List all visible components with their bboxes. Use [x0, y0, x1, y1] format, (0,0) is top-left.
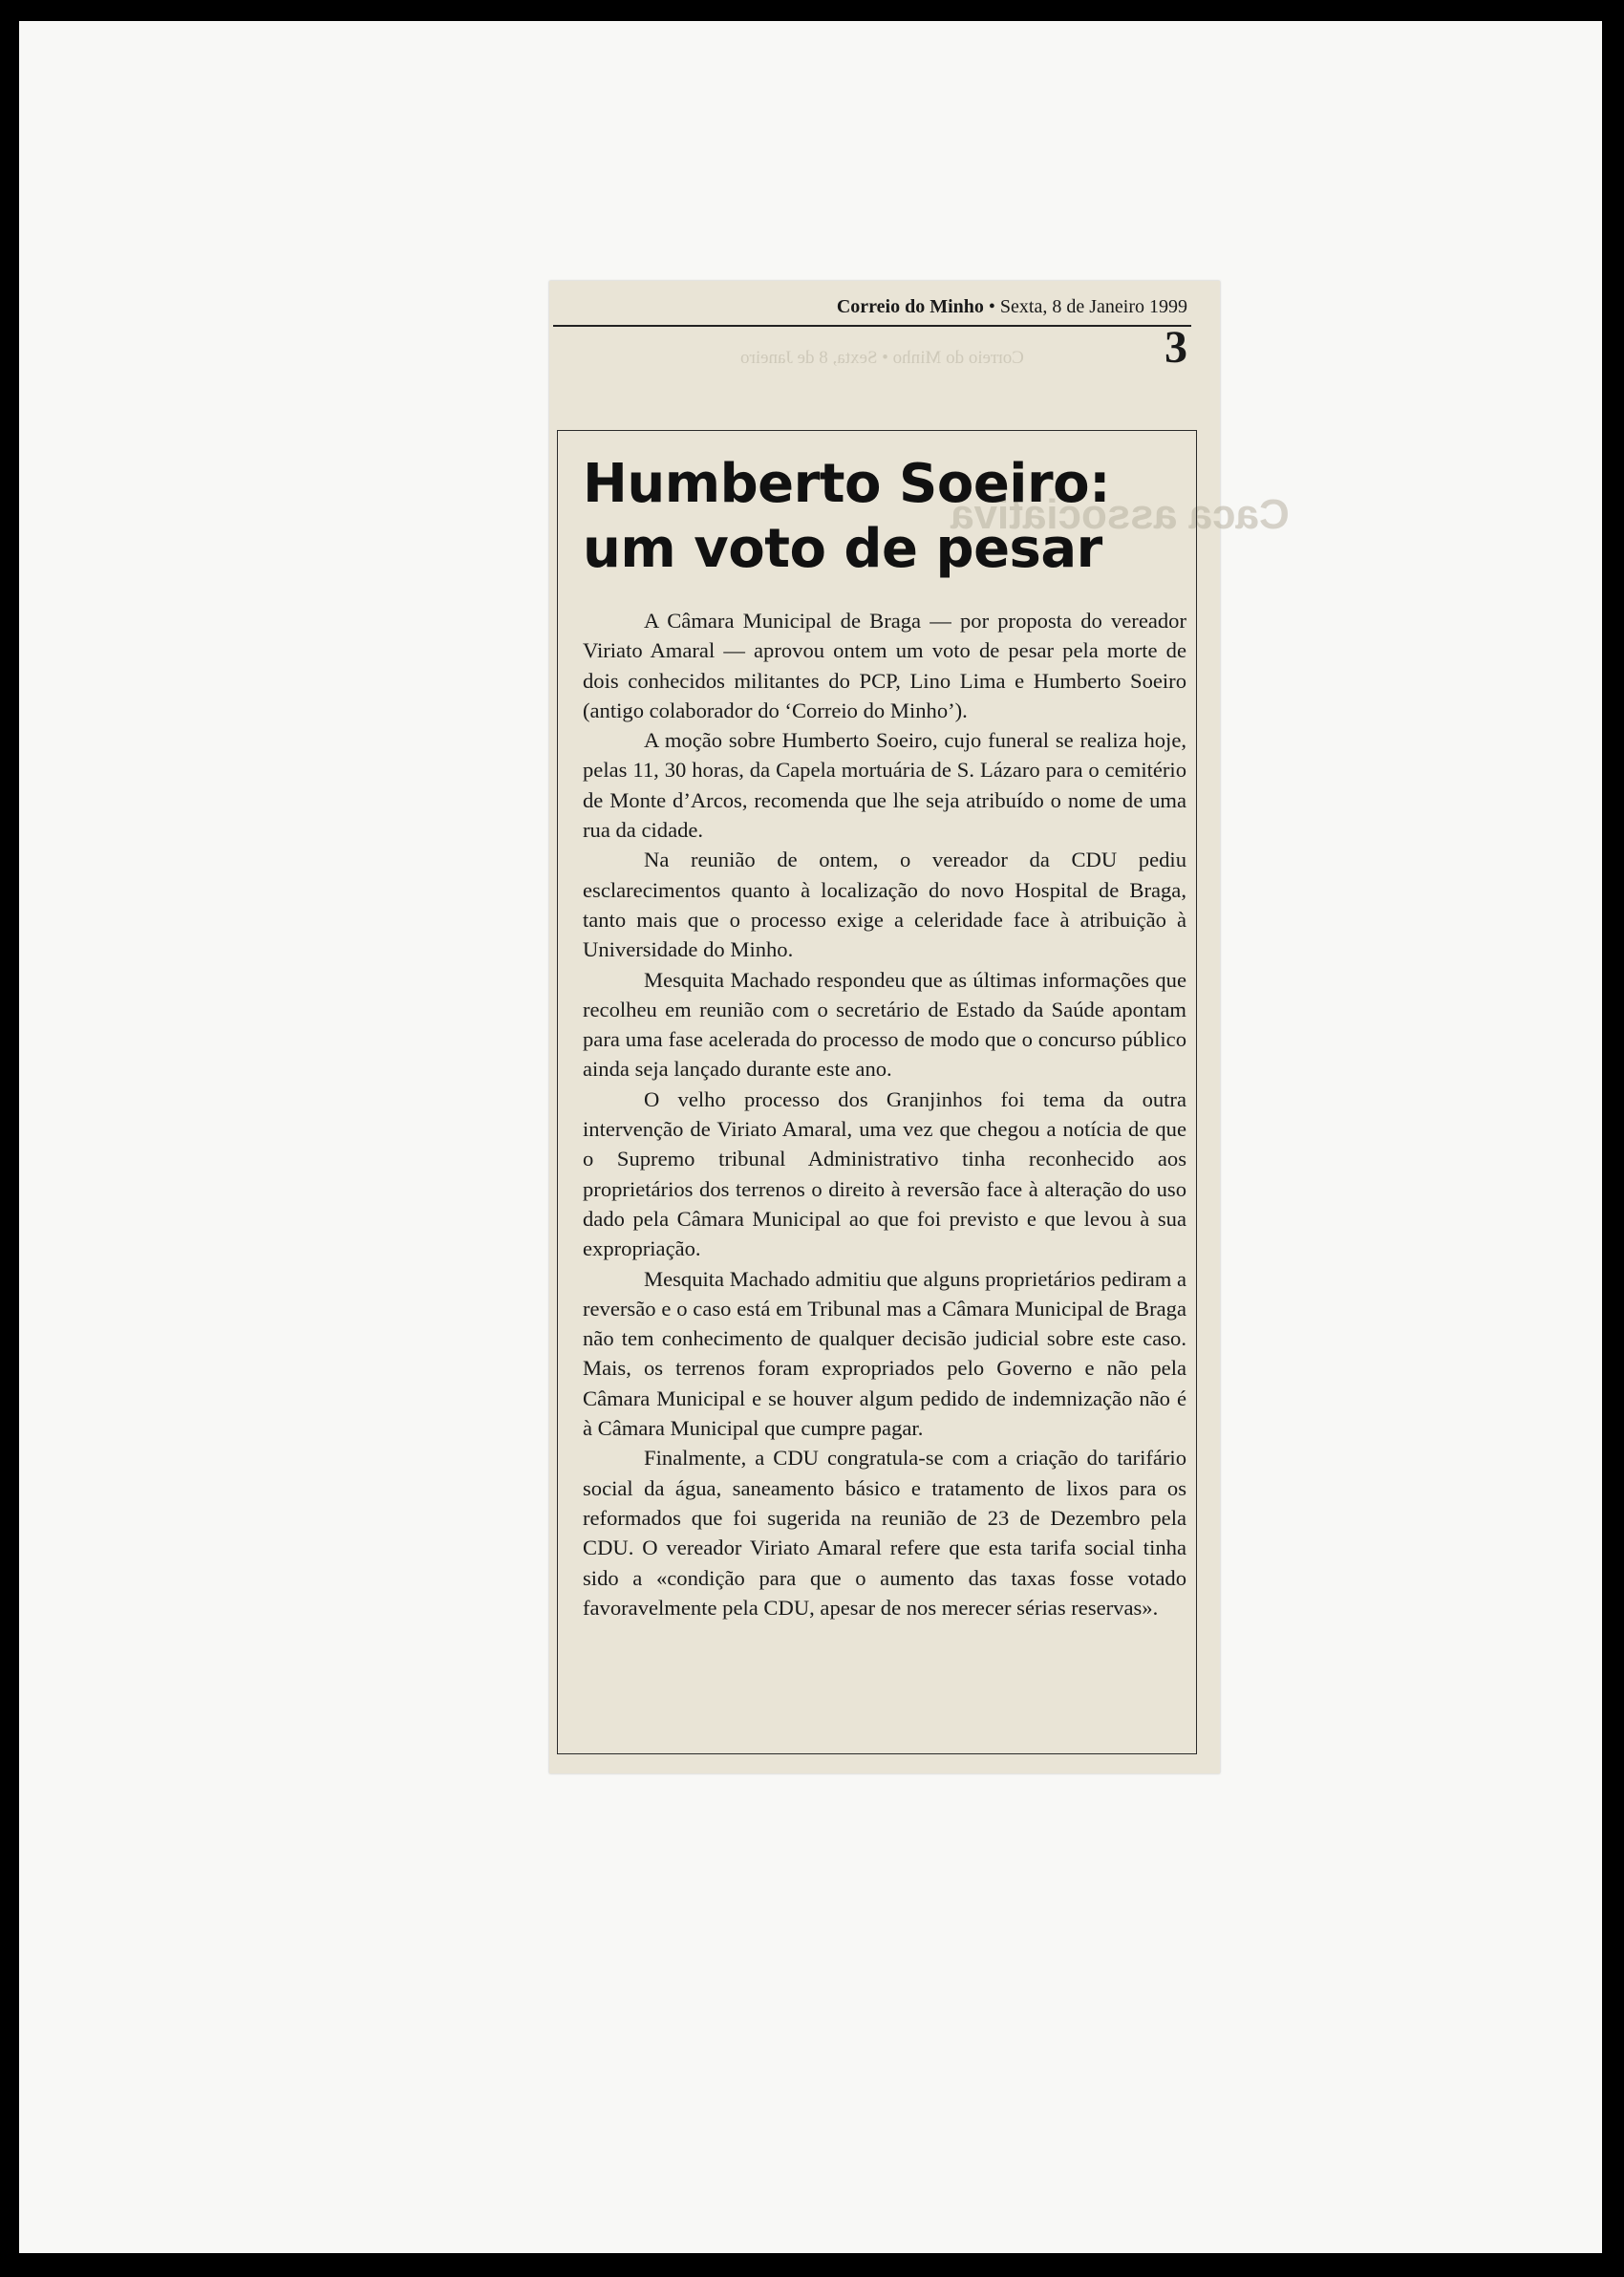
page-number: 3	[1165, 322, 1187, 373]
newspaper-clipping	[549, 281, 1290, 1773]
paragraph-5: O velho processo dos Granjinhos foi tema da outra intervenção de Viriato Amaral, uma vez que chegou a notícia de que o Supremo tribunal Administrativo tinha reconhecido aos proprietários dos terrenos o direito à reversão face à alteração do uso dado pela Câmara Municipal ao que foi previsto e que levou à sua expropriação.	[583, 1086, 1186, 1261]
scan-sheet	[19, 21, 1602, 2253]
paragraph-2: A moção sobre Humberto Soeiro, cujo funeral se realiza hoje, pelas 11, 30 horas, da Capela mortuária de S. Lázaro para o cemitério de Monte d’Arcos, recomenda que lhe seja atribuído o nome de uma rua da cidade.	[583, 728, 1186, 843]
paragraph-4: Mesquita Machado respondeu que as últimas informações que recolheu em reunião com o secretário de Estado da Saúde apontam para uma fase acelerada do processo de modo que o concurso público ainda seja lançado durante este ano.	[583, 967, 1186, 1082]
masthead-rule	[553, 325, 1191, 327]
paragraph-1: A Câmara Municipal de Braga — por proposta do vereador Viriato Amaral — aprovou ontem um voto de pesar pela morte de dois conhecidos militantes do PCP, Lino Lima e Humberto Soeiro (antigo colaborador do ‘Correio do Minho’).	[583, 609, 1186, 722]
article-headline	[583, 452, 1110, 582]
headline-line-1: Humberto Soeiro:	[583, 453, 1110, 515]
show-through-headline: Caca associativa	[951, 491, 1290, 538]
paragraph-7: Finalmente, a CDU congratula-se com a criação do tarifário social da água, saneamento básico e tratamento de lixos para os reformados que foi sugerida na reunião de 23 de Dezembro pela CDU. O vereador Viriato Amaral refere que esta tarifa social tinha sido a «condição para que o aumento das taxas fosse votado favoravelmente pela CDU, apesar de nos merecer sérias reservas».	[583, 1446, 1186, 1620]
issue-date: Sexta, 8 de Janeiro 1999	[999, 296, 1187, 317]
newspaper-name: Correio do Minho	[836, 296, 984, 317]
headline-line-2: um voto de pesar	[583, 518, 1102, 580]
masthead-separator: •	[983, 296, 1000, 317]
article-body	[583, 606, 1186, 1622]
masthead	[837, 296, 1187, 318]
paragraph-6: Mesquita Machado admitiu que alguns proprietários pediram a reversão e o caso está em Tribunal mas a Câmara Municipal de Braga não tem conhecimento de qualquer decisão judicial sobre este caso. Mais, os terrenos foram expropriados pelo Governo e não pela Câmara Municipal e se houver algum pedido de indemnização não é à Câmara Municipal que cumpre pagar.	[583, 1266, 1186, 1441]
show-through-text: Correio do Minho • Sexta, 8 de Janeiro	[740, 348, 1024, 368]
paragraph-3: Na reunião de ontem, o vereador da CDU pediu esclarecimentos quanto à localização do novo Hospital de Braga, tanto mais que o processo exige a celeridade face à atribuição à Universidade do Minho.	[583, 848, 1186, 962]
article-box	[557, 430, 1197, 1754]
